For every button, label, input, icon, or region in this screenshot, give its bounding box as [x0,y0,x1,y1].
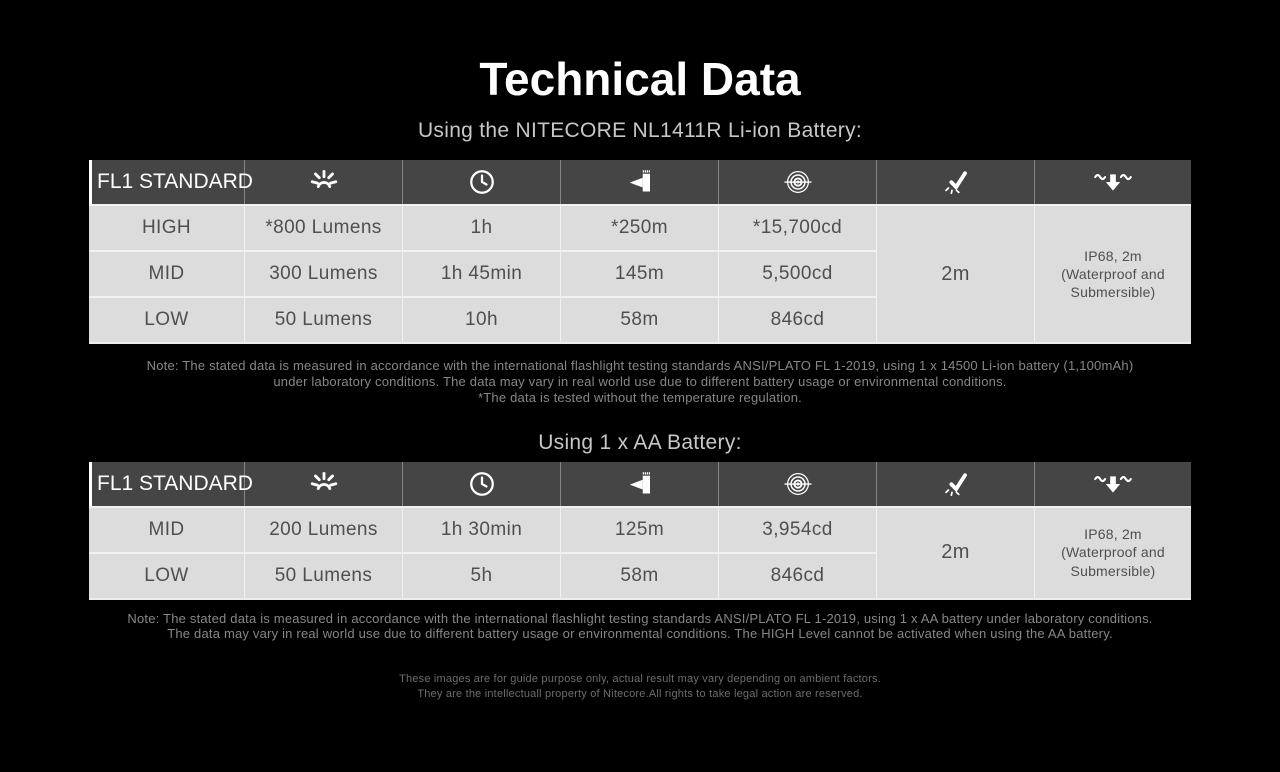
note-line: Note: The stated data is measured in accordance with the international flashlight testing standards ANSI/PLATO FL 1-2019, using 1 x 14500 Li-ion battery (1,100mAh) [146,358,1134,373]
waterproof-column-header [1034,160,1191,204]
beam-intensity-column-header [718,462,876,506]
note-line: under laboratory conditions. The data may vary in real world use due to different battery usage or environmental conditions. [273,373,1007,389]
waterproof-icon [1092,469,1134,499]
cell-mode: HIGH [89,204,244,250]
disclaimer-line: They are the intellectuall property of Nitecore.All rights to take legal action are reserved. [417,688,863,701]
beam-intensity-column-header [718,160,876,204]
cell-waterproof [1034,506,1191,598]
brightness-icon [307,469,341,499]
table-row [89,204,1191,250]
runtime-icon [467,469,497,499]
spec-table-aa [89,462,1191,600]
page-title: Technical Data [479,53,801,105]
cell-mode: MID [89,506,244,552]
table-row [89,506,1191,552]
cell-distance: 125m [560,506,718,552]
cell-mode: LOW [89,552,244,598]
cell-intensity: 5,500cd [718,250,876,296]
cell-intensity: 846cd [718,552,876,598]
waterproof-description: (Waterproof and Submersible) [1061,265,1165,301]
cell-intensity: 846cd [718,296,876,342]
cell-runtime: 1h 30min [402,506,560,552]
disclaimer-line: These images are for guide purpose only, actual result may vary depending on ambient factors. [399,673,881,686]
note-line: The data may vary in real world use due to different battery usage or environmental conditions. The HIGH Level cannot be activated when using the AA battery. [167,626,1113,642]
cell-lumens: *800 Lumens [244,204,402,250]
waterproof-rating: IP68, 2m [1084,247,1142,264]
cell-intensity: *15,700cd [718,204,876,250]
cell-runtime: 5h [402,552,560,598]
cell-distance: 58m [560,296,718,342]
runtime-column-header [402,462,560,506]
note-line: Note: The stated data is measured in accordance with the international flashlight testing standards ANSI/PLATO FL 1-2019, using 1 x AA battery under laboratory conditions. [127,610,1153,626]
fl1-standard-label: FL1 STANDARD [89,462,244,506]
cell-impact: 2m [876,506,1034,598]
runtime-icon [467,167,497,197]
cell-impact: 2m [876,204,1034,342]
cell-lumens: 300 Lumens [244,250,402,296]
beam-intensity-icon [782,167,814,197]
table-header-row [89,160,1191,204]
cell-mode: LOW [89,296,244,342]
cell-waterproof [1034,204,1191,342]
waterproof-rating: IP68, 2m [1084,526,1142,543]
cell-runtime: 1h 45min [402,250,560,296]
cell-distance: 145m [560,250,718,296]
waterproof-icon [1092,167,1134,197]
note-liion [0,358,1280,406]
cell-runtime: 1h [402,204,560,250]
cell-distance: 58m [560,552,718,598]
note-aa [0,611,1280,643]
fl1-standard-label: FL1 STANDARD [89,160,244,204]
beam-intensity-icon [782,469,814,499]
brightness-column-header [244,462,402,506]
technical-data-page [0,52,1280,772]
cell-runtime: 10h [402,296,560,342]
legal-disclaimer [0,672,1280,702]
section1-heading: Using the NITECORE NL1411R Li-ion Battery: [417,119,863,142]
impact-resistance-column-header [876,462,1034,506]
table-header-row [89,462,1191,506]
cell-lumens: 200 Lumens [244,506,402,552]
section2-heading: Using 1 x AA Battery: [538,430,742,454]
beam-distance-icon [624,167,655,197]
waterproof-column-header [1034,462,1191,506]
spec-table-liion [89,160,1191,344]
cell-distance: *250m [560,204,718,250]
impact-resistance-column-header [876,160,1034,204]
beam-distance-column-header [560,462,718,506]
cell-mode: MID [89,250,244,296]
cell-lumens: 50 Lumens [244,296,402,342]
cell-lumens: 50 Lumens [244,552,402,598]
cell-intensity: 3,954cd [718,506,876,552]
beam-distance-icon [624,469,655,499]
brightness-column-header [244,160,402,204]
note-line: *The data is tested without the temperature regulation. [478,389,802,405]
brightness-icon [307,167,341,197]
runtime-column-header [402,160,560,204]
impact-resistance-icon [941,167,971,197]
impact-resistance-icon [941,469,971,499]
beam-distance-column-header [560,160,718,204]
waterproof-description: (Waterproof and Submersible) [1061,544,1165,579]
